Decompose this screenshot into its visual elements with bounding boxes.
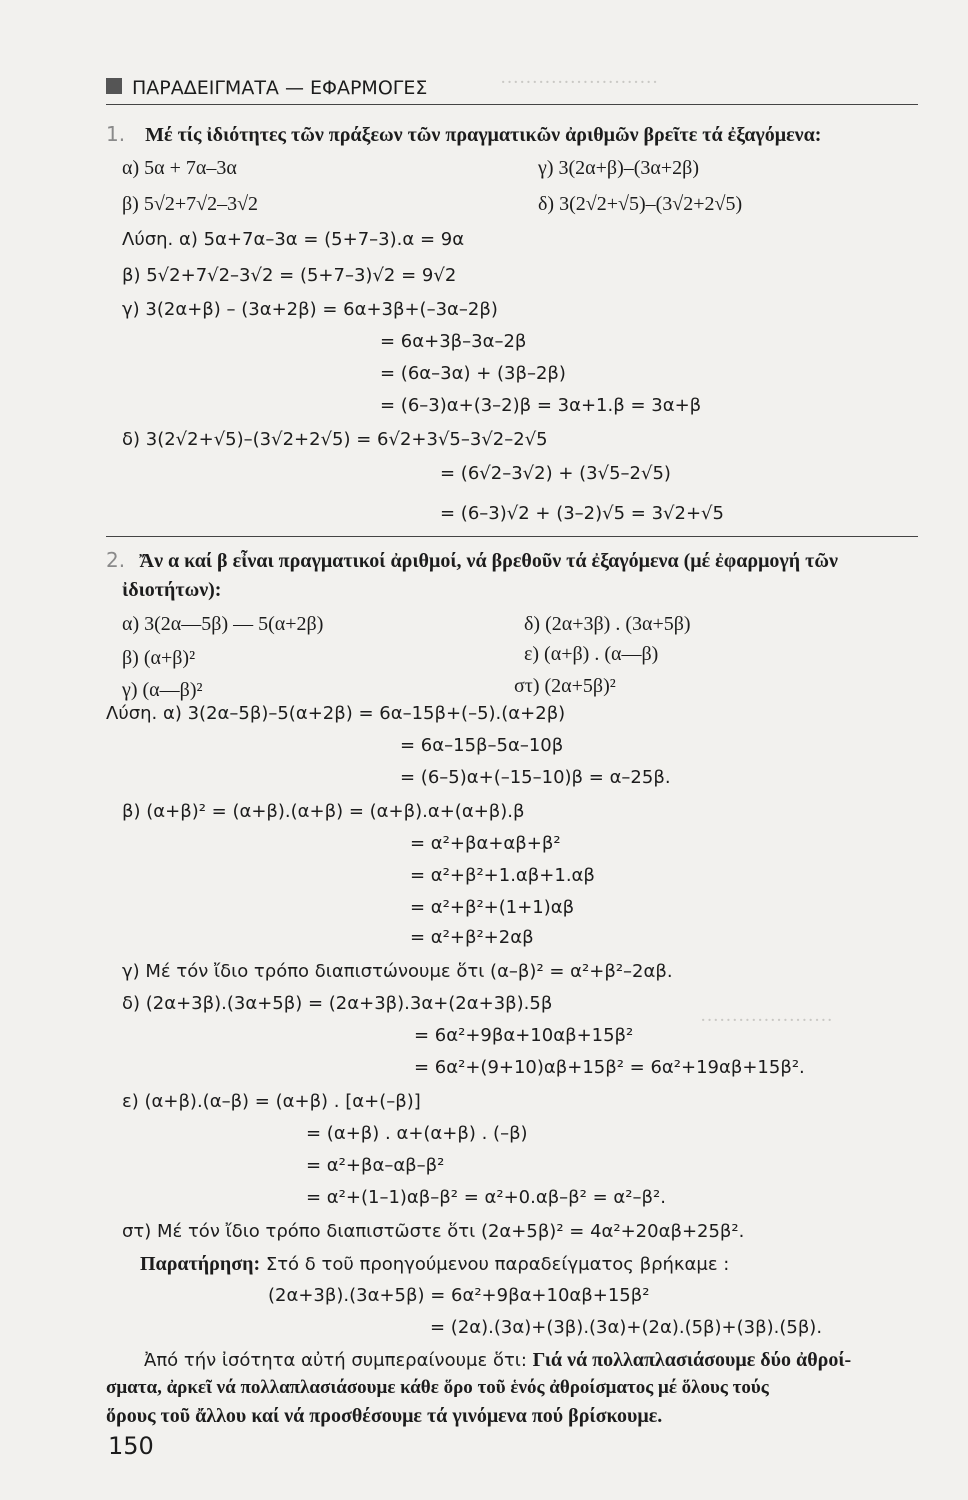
ex2-solution-d-line3: = 6α²+(9+10)αβ+15β² = 6α²+19αβ+15β².: [414, 1057, 805, 1078]
conclusion-line3: ὅρους τοῦ ἄλλου καί νά προσθέσουμε τά γινόμενα πού βρίσκουμε.: [106, 1405, 663, 1427]
header-rule: [106, 104, 918, 105]
ex2-solution-g: γ) Μέ τόν ἴδιο τρόπο διαπιστώνουμε ὅτι (α–β)² = α²+β²–2αβ.: [122, 961, 673, 982]
ex2-solution-b-line3: = α²+β²+1.αβ+1.αβ: [410, 865, 595, 886]
example-2-prompt-cont: ἰδιοτήτων):: [122, 579, 222, 601]
ex2-solution-a-line1: Λύση. α) 3(2α–5β)–5(α+2β) = 6α–15β+(–5).(α+2β): [106, 703, 566, 724]
example-1-number: 1.: [106, 122, 126, 146]
ex2-item-b: β) (α+β)²: [122, 647, 196, 669]
conclusion-line2: σματα, ἀρκεῖ νά πολλαπλασιάσουμε κάθε ὅρο τοῦ ἑνός ἀθροίσματος μέ ὅλους τούς: [106, 1377, 769, 1398]
ex1-item-g: γ) 3(2α+β)–(3α+2β): [538, 157, 700, 179]
ex2-solution-e-line3: = α²+βα–αβ–β²: [306, 1155, 445, 1176]
ex2-item-g: γ) (α—β)²: [122, 679, 203, 701]
ex1-solution-d-line2: = (6√2–3√2) + (3√5–2√5): [440, 463, 671, 484]
ex1-solution-a: Λύση. α) 5α+7α–3α = (5+7–3).α = 9α: [122, 229, 465, 250]
ex2-solution-d-line1: δ) (2α+3β).(3α+5β) = (2α+3β).3α+(2α+3β).5β: [122, 993, 553, 1014]
ex2-item-d: δ) (2α+3β) . (3α+5β): [524, 613, 691, 635]
ex2-solution-d-line2: = 6α²+9βα+10αβ+15β²: [414, 1025, 634, 1046]
ex1-item-d: δ) 3(2√2+√5)–(3√2+2√5): [538, 193, 743, 215]
ex1-solution-g-line2: = 6α+3β–3α–2β: [380, 331, 527, 352]
ex1-solution-g-line3: = (6α–3α) + (3β–2β): [380, 363, 566, 384]
ex2-solution-b-line4: = α²+β²+(1+1)αβ: [410, 897, 575, 918]
ex2-solution-e-line4: = α²+(1–1)αβ–β² = α²+0.αβ–β² = α²–β².: [306, 1187, 666, 1208]
ex2-item-e: ε) (α+β) . (α—β): [524, 643, 659, 665]
remark-line2: = (2α).(3α)+(3β).(3α)+(2α).(5β)+(3β).(5β).: [430, 1317, 823, 1338]
page-number: 150: [108, 1432, 154, 1460]
ex2-solution-e-line1: ε) (α+β).(α–β) = (α+β) . [α+(–β)]: [122, 1091, 421, 1112]
section-header: ΠΑΡΑΔΕΙΓΜΑΤΑ — ΕΦΑΡΜΟΓΕΣ: [132, 77, 428, 99]
ex1-solution-d-line1: δ) 3(2√2+√5)–(3√2+2√5) = 6√2+3√5–3√2–2√5: [122, 429, 548, 450]
example-divider: [106, 536, 918, 537]
ex1-solution-d-line3: = (6–3)√2 + (3–2)√5 = 3√2+√5: [440, 503, 724, 524]
ex1-item-b: β) 5√2+7√2–3√2: [122, 193, 259, 215]
ex1-item-a: α) 5α + 7α–3α: [122, 157, 237, 179]
remark-line1: (2α+3β).(3α+5β) = 6α²+9βα+10αβ+15β²: [268, 1285, 650, 1306]
example-2-prompt: 2. Ἄν α καί β εἶναι πραγματικοί ἀριθμοί, νά βρεθοῦν τά ἐξαγόμενα (μέ ἐφαρμογή τῶν: [106, 548, 838, 572]
example-1-prompt: 1. Μέ τίς ἰδιότητες τῶν πράξεων τῶν πραγματικῶν ἀριθμῶν βρεῖτε τά ἐξαγόμενα:: [106, 122, 822, 146]
ex2-solution-b-line1: β) (α+β)² = (α+β).(α+β) = (α+β).α+(α+β).β: [122, 801, 525, 822]
ex2-item-a: α) 3(2α—5β) — 5(α+2β): [122, 613, 324, 635]
ex2-solution-a-line3: = (6–5)α+(–15–10)β = α–25β.: [400, 767, 671, 788]
conclusion-line1: Ἀπό τήν ἰσότητα αὐτή συμπεραίνουμε ὅτι: Γιά νά πολλαπλασιάσουμε δύο ἀθροί-: [144, 1349, 852, 1371]
ex2-item-st: στ) (2α+5β)²: [514, 675, 616, 697]
example-2-number: 2.: [106, 548, 126, 572]
ex1-solution-b: β) 5√2+7√2–3√2 = (5+7–3)√2 = 9√2: [122, 265, 457, 286]
ex2-solution-e-line2: = (α+β) . α+(α+β) . (–β): [306, 1123, 528, 1144]
ex2-solution-b-line5: = α²+β²+2αβ: [410, 927, 534, 948]
remark-label: Παρατήρηση:: [140, 1253, 261, 1275]
ex1-solution-g-line1: γ) 3(2α+β) – (3α+2β) = 6α+3β+(–3α–2β): [122, 299, 498, 320]
ex2-solution-st: στ) Μέ τόν ἴδιο τρόπο διαπιστῶστε ὅτι (2α+5β)² = 4α²+20αβ+25β².: [122, 1221, 745, 1242]
remark: Παρατήρηση: Στό δ τοῦ προηγούμενου παραδείγματος βρήκαμε :: [140, 1253, 730, 1275]
ex1-solution-g-line4: = (6–3)α+(3–2)β = 3α+1.β = 3α+β: [380, 395, 702, 416]
ex2-solution-a-line2: = 6α–15β–5α–10β: [400, 735, 564, 756]
ex2-solution-b-line2: = α²+βα+αβ+β²: [410, 833, 561, 854]
header-square-icon: [106, 78, 122, 94]
